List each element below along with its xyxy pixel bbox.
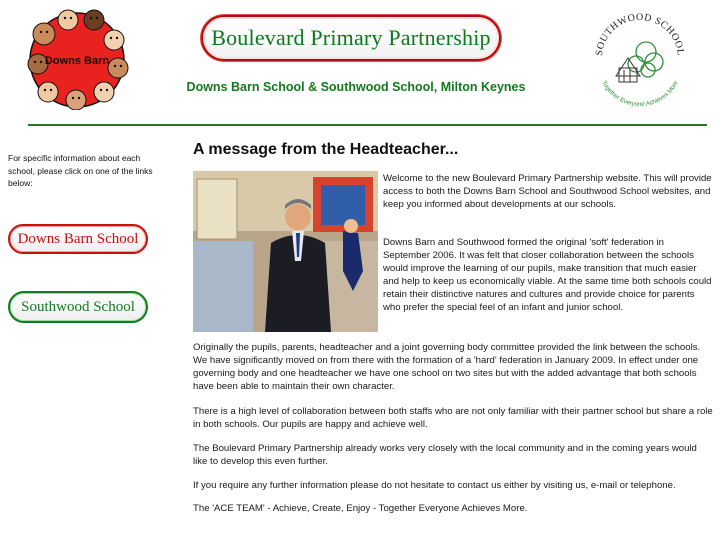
downs-logo-text: Downs Barn [44, 55, 110, 67]
paragraph-5: The Boulevard Primary Partnership already works very closely with the local community and in the coming years would like to develop this even further. [193, 443, 697, 467]
downs-barn-logo [24, 6, 130, 110]
svg-text:Together Everyone Achieves Mor [600, 79, 680, 108]
paragraph-6: If you require any further information please do not hesitate to contact us either by visiting us, e-mail or telephone. [193, 480, 676, 491]
site-title-banner [201, 15, 501, 61]
southwood-logo-text: SOUTHWOOD SCHOOL [594, 11, 687, 57]
svg-text:SOUTHWOOD SCHOOL [594, 12, 686, 56]
paragraph-1: Welcome to the new Boulevard Primary Partnership website. This will provide access to both the Downs Barn School and Southwood School websites, and keep you informed about developments at our schools. [383, 173, 712, 210]
paragraph-2: Downs Barn and Southwood formed the original 'soft' federation in September 2006. It was felt that closer collaboration between the schools would improve the learning of our pupils, make transition that much easier and help to keep us economically viable. At the same time both schools could retain their distinctive natures and cultures and provide choice for parents who prefer the special feel of an infant and junior school. [383, 237, 712, 313]
site-subtitle: Downs Barn School & Southwood School, Milton Keynes [186, 80, 526, 94]
paragraph-4: There is a high level of collaboration between both staffs who are not only familiar with their partner school but share a role in both schools. Our pupils are happy and achieve well. [193, 406, 713, 430]
page-heading: A message from the Headteacher... [193, 141, 459, 158]
sidebar-intro: For specific information about each school, please click on one of the links below: [8, 153, 153, 188]
headteacher-photo [193, 171, 378, 332]
site-title: Boulevard Primary Partnership [211, 25, 491, 50]
paragraph-7: The 'ACE TEAM' - Achieve, Create, Enjoy - Together Everyone Achieves More. [193, 503, 528, 514]
southwood-school-button[interactable]: Southwood School [8, 291, 148, 323]
southwood-motto: Together Everyone Achieves More [600, 79, 680, 109]
southwood-school-logo [588, 6, 692, 110]
paragraph-3: Originally the pupils, parents, headteacher and a joint governing body committee provided the link between the schools. We have significantly moved on from there with the formation of a 'hard' federation in January 2009. In effect under one governing body and one headteacher we have one school on two sites but with the added advantage that both schools have been able to maintain their own character. [193, 342, 701, 392]
header-divider [28, 124, 707, 126]
downs-barn-school-button[interactable]: Downs Barn School [8, 224, 148, 254]
